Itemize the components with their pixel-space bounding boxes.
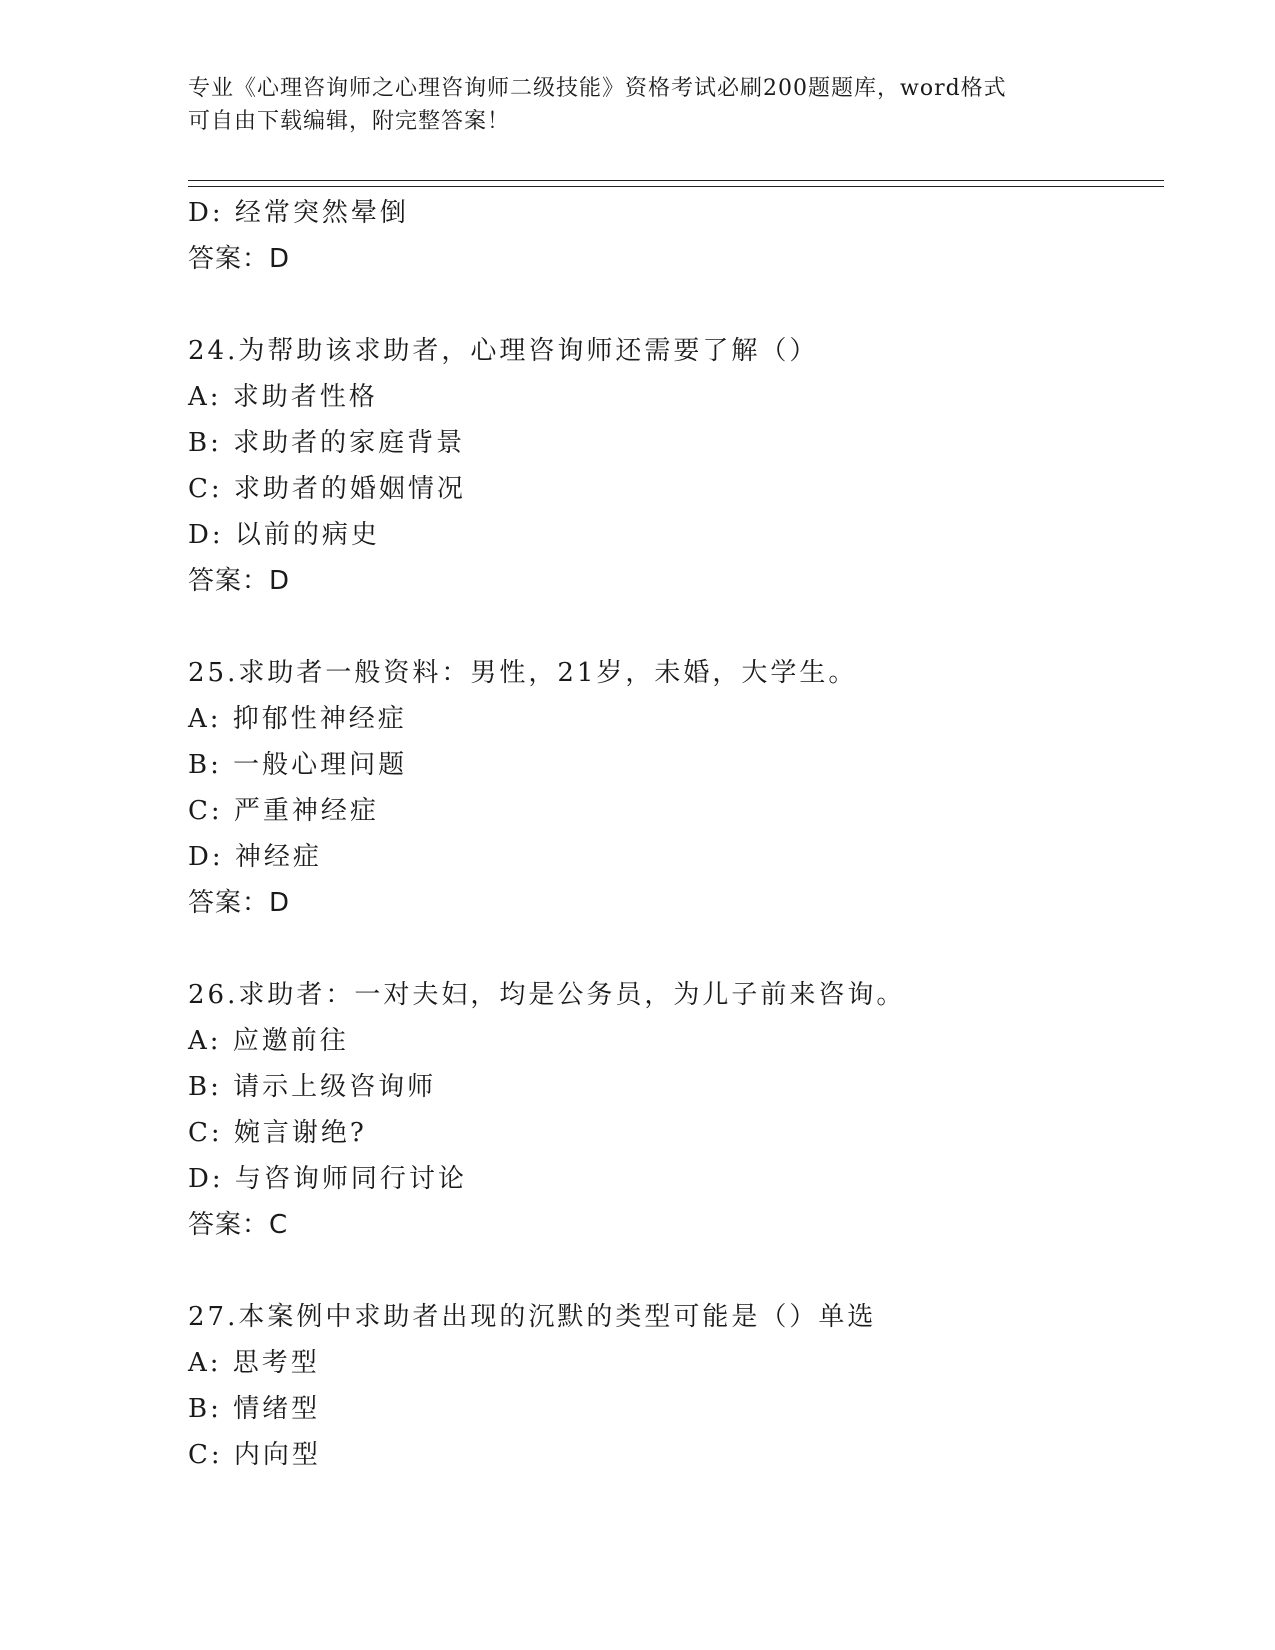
question-27-stem: 27.本案例中求助者出现的沉默的类型可能是（）单选: [188, 1302, 877, 1332]
question-27-option-b: B: 情绪型: [188, 1394, 321, 1424]
answer-line: 答案：D: [188, 244, 291, 274]
spacer: [188, 282, 1164, 328]
spacer: [188, 1248, 1164, 1294]
question-26-option-c: C: 婉言谢绝?: [188, 1118, 367, 1148]
question-27-option-a: A: 思考型: [188, 1348, 320, 1378]
question-26-option-b: B: 请示上级咨询师: [188, 1072, 437, 1102]
question-24-option-b: B: 求助者的家庭背景: [188, 428, 466, 458]
question-24-option-d: D: 以前的病史: [188, 520, 380, 550]
question-26-option-a: A: 应邀前往: [188, 1026, 349, 1056]
question-25-option-a: A: 抑郁性神经症: [188, 704, 407, 734]
document-header: [188, 72, 1088, 138]
option-d: D: 经常突然晕倒: [188, 198, 409, 228]
question-25-answer: 答案：D: [188, 888, 291, 918]
spacer: [188, 926, 1164, 972]
question-27-option-c: C: 内向型: [188, 1440, 321, 1470]
question-25-option-c: C: 严重神经症: [188, 796, 379, 826]
question-24-option-a: A: 求助者性格: [188, 382, 378, 412]
spacer: [188, 604, 1164, 650]
header-divider-bottom: [188, 186, 1164, 187]
question-26-option-d: D: 与咨询师同行讨论: [188, 1164, 467, 1194]
header-title-line-2: 可自由下载编辑，附完整答案！: [188, 109, 511, 134]
question-26-stem: 26.求助者：一对夫妇，均是公务员，为儿子前来咨询。: [188, 980, 906, 1010]
question-25-option-d: D: 神经症: [188, 842, 322, 872]
question-24-stem: 24.为帮助该求助者，心理咨询师还需要了解（）: [188, 336, 819, 366]
question-25-stem: 25.求助者一般资料：男性，21岁，未婚，大学生。: [188, 658, 858, 688]
header-title-line-1: 专业《心理咨询师之心理咨询师二级技能》资格考试必刷200题题库，word格式: [188, 76, 1007, 101]
document-body: [188, 190, 1164, 1478]
question-25-option-b: B: 一般心理问题: [188, 750, 408, 780]
question-26-answer: 答案：C: [188, 1210, 289, 1240]
question-24-answer: 答案：D: [188, 566, 291, 596]
question-24-option-c: C: 求助者的婚姻情况: [188, 474, 466, 504]
header-divider-top: [188, 180, 1164, 181]
